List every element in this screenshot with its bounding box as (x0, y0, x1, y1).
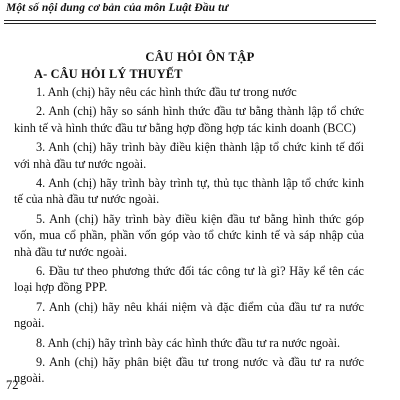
running-header: Một số nội dung cơ bản của môn Luật Đầu tư (6, 2, 229, 14)
question-item: 2. Anh (chị) hãy so sánh hình thức đầu tư bằng thành lập tổ chức kinh tế và hình thức đầu tư bằng hợp đồng hợp tác kinh doanh (BCC) (14, 104, 364, 135)
question-item: 4. Anh (chị) hãy trình bày trình tự, thủ tục thành lập tổ chức kinh tế của nhà đầu tư nước ngoài. (14, 175, 364, 207)
question-item: 3. Anh (chị) hãy trình bày điều kiện thành lập tổ chức kinh tế đối với nhà đầu tư nước ngoài. (14, 140, 364, 171)
header-rule-bottom (4, 23, 376, 24)
section-title: CÂU HỎI ÔN TẬP (145, 50, 255, 64)
question-item: 6. Đầu tư theo phương thức đối tác công tư là gì? Hãy kể tên các loại hợp đồng PPP. (14, 263, 364, 295)
question-item: 9. Anh (chị) hãy phân biệt đầu tư trong nước và đầu tư ra nước ngoài. (14, 354, 364, 386)
page-number: 72 (6, 378, 19, 392)
question-item: 7. Anh (chị) hãy nêu khái niệm và đặc điểm của đầu tư ra nước ngoài. (14, 299, 364, 331)
header-rule-top (4, 20, 376, 21)
question-item: 8. Anh (chị) hãy trình bày các hình thức đầu tư ra nước ngoài. (36, 335, 341, 350)
subsection-title: A- CÂU HỎI LÝ THUYẾT (34, 67, 183, 81)
question-list (14, 84, 364, 390)
question-item: 5. Anh (chị) hãy trình bày điều kiện đầu tư bằng hình thức góp vốn, mua cổ phần, phần vốn góp vào tổ chức kinh tế và sáp nhập của nhà đầu tư nước ngoài. (14, 211, 364, 259)
question-item: 1. Anh (chị) hãy nêu các hình thức đầu tư trong nước (36, 85, 297, 99)
